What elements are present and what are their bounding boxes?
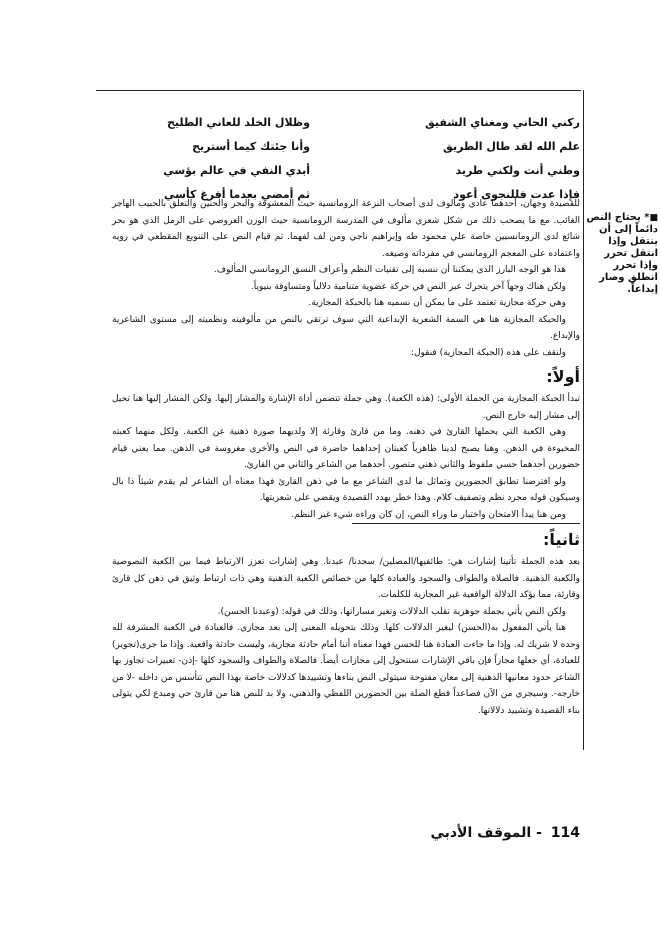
verse-left: أبدي النفي في عالم بؤسي bbox=[163, 163, 310, 177]
verse-right: ركني الحاني ومغناي الشفيق bbox=[424, 115, 580, 129]
sidebar-quote bbox=[586, 212, 658, 296]
page-footer bbox=[420, 825, 580, 841]
column-rule bbox=[583, 90, 584, 750]
section-heading: ثانياً: bbox=[543, 530, 580, 549]
poem-block bbox=[110, 110, 580, 206]
footer-separator: - bbox=[536, 825, 542, 841]
paragraph: هنا يأتي المفعول به(الحسن) ليغير الدلالات كلها. وذلك بتحويله المعنى إلى بعد مجازي. فالعبادة في الكعبة المشرفة لله وحده لا شريك له. وإذا ما جاءت العبادة هنا للحسن فهذا معناه أننا أمام حادثة مجازية، وليست حادثة واقعية. وإذا ما جرى(تجويز) للعبادة، أي جعلها مجازاً فإن باقي الإشارات ستتحول إلى مجازات أيضاً. فالصلاة والطواف والسجود كلها -إذن- تعبيرات تجاوز بها الشاعر حدود معانيها الذهنية إلى معان مفتوحة سيتولى النص بناءها وتشييدها كدلالات خاصة بهذا النص تتأسس من داخله -لا من خارجه-. وسيجري من الآن فصاعداً قطع الصلة بين الحضورين اللفظي والذهني، ولا بد للنص هنا من قارئ حي ومبدع لكي يتولى بناء القصيدة وتشييد دلالاتها. bbox=[112, 623, 580, 716]
paragraph: وهي الكعبة التي يحملها القارئ في ذهنه. وما من قارئ وقارئة إلا ولديهما صورة ذهنية عن الكعبة. ولكل منهما كعبته المخبوءة في الذهن. وهنا يصبح لدينا ظاهرياً كعبتان إحداهما حاضرة في النص والأخرى مغروسة في الذهن. مما يعني قيام حضورين أحدهما حسي ملفوظ والثاني ذهني متصور. أحدهما من الشاعر والثاني من القارئ. bbox=[112, 427, 580, 470]
section-divider bbox=[352, 523, 580, 524]
verse-right: فإذا عدت فللنجوى أعود bbox=[453, 187, 580, 201]
verse-right: علم الله لقد طال الطريق bbox=[443, 139, 580, 153]
poem-row bbox=[110, 110, 580, 134]
verse-left: وظلال الخلد للعاني الطليح bbox=[167, 115, 310, 129]
paragraph: والحبكة المجازية هنا هي السمة الشعرية الإبداعية التي سوف ترتقي بالنص من مألوفيته ونظميته إلى مستوى الشاعرية والإبداع. bbox=[112, 314, 580, 341]
paragraph: للقصيدة وجهان، أحدهما عادي ومألوف لدى أصحاب النزعة الرومانسية حيث المعشوقة والبحر والحنين والتعلق بالحبيب الهاجر الغائب. مع ما يصحب ذلك من شكل شعري مألوف في المدرسة الرومانسية حيث الوزن العروضي على الرمل الذي هو بحر شائع لدى الرومانسيين خاصة علي محمود طه وإبراهيم ناجي ومن لف لفهما. ثم قيام النص على التنويع المقطعي في رويه واعتماده على المعجم الرومانسي في مفرداته وصيغه. bbox=[112, 199, 580, 259]
verse-left: ثم أمضي بعدما أفرغ كأسي bbox=[163, 187, 310, 201]
square-bullet-icon: ■ bbox=[649, 213, 658, 223]
verse-right: وطني أنت ولكني طريد bbox=[455, 163, 580, 177]
magazine-name: الموقف الأدبي bbox=[430, 825, 532, 841]
paragraph: ولو افترضنا تطابق الحضورين وتماثل ما لدى الشاعر مع ما في ذهن القارئ فهذا معناه أن الشاعر لم يقدم شيئاً ذا بال وسيكون قوله مجرد نظم وتصفيف كلام. وهذا خطر يهدد القصيدة ويقضي على شعريتها. bbox=[112, 476, 580, 503]
poem-row bbox=[110, 134, 580, 158]
article-body bbox=[112, 196, 580, 719]
paragraph: وهي حركة مجازية تعتمد على ما يمكن أن نسميه هنا بالحبكة المجازية. bbox=[308, 298, 566, 308]
paragraph: ولكن النص يأتي بجملة جوهرية تقلب الدلالات وتغير مساراتها، وذلك في قوله: (وعبدنا الحسن). bbox=[217, 606, 566, 617]
top-rule bbox=[96, 90, 581, 91]
paragraph: تبدأ الحبكة المجازية من الجملة الأولى: (هذه الكعبة). وهي جملة تتضمن أداة الإشارة والمشار إليها. ولكن المشار إليها هنا تحيل إلى مشار إليه خارج النص. bbox=[112, 394, 580, 421]
paragraph: بعد هذه الجملة تأتينا إشارات هي: طائفيها/المصلين/ سجدنا/ عبدنا. وهي إشارات تعزز الارتباط فيما بين الكعبة النصوصية والكعبة الذهنية. فالصلاة والطواف والسجود والعبادة كلها من خصائص الكعبة الذهنية وهي ذات ارتباط وثيق في ذهن كل قارئ وقارئة، مما يؤكد الدلالة الواقعية غير المجازية للكلمات. bbox=[112, 557, 580, 600]
section-heading: أولاً: bbox=[546, 367, 580, 386]
paragraph: هذا هو الوجه البارز الذي يمكننا أن ننسبه إلى تقنيات النظم وأعراف النسق الرومانسي المألوف. bbox=[213, 265, 566, 275]
paragraph: ولنقف على هذه (الحبكة المجازية) فنقول: bbox=[410, 347, 566, 358]
sidebar-text: * يحتاج النص دائماً إلى أن ينتقل وإذا انتقل تحرر وإذا تحرر انطلق وصار إبداعاً. bbox=[586, 212, 658, 295]
paragraph: ومن هنا يبدأ الامتحان واختبار ما وراء النص، إن كان وراءه شيء غير النظم. bbox=[291, 509, 566, 520]
poem-row bbox=[110, 158, 580, 182]
verse-left: وأنا جئتك كيما أستريح bbox=[192, 139, 310, 153]
page-number: 114 bbox=[550, 825, 580, 841]
paragraph: ولكن هناك وجهاً آخر يتحرك عبر النص في حركة عضوية متنامية دلالياً ومتساوقة بنيوياً. bbox=[250, 281, 566, 292]
